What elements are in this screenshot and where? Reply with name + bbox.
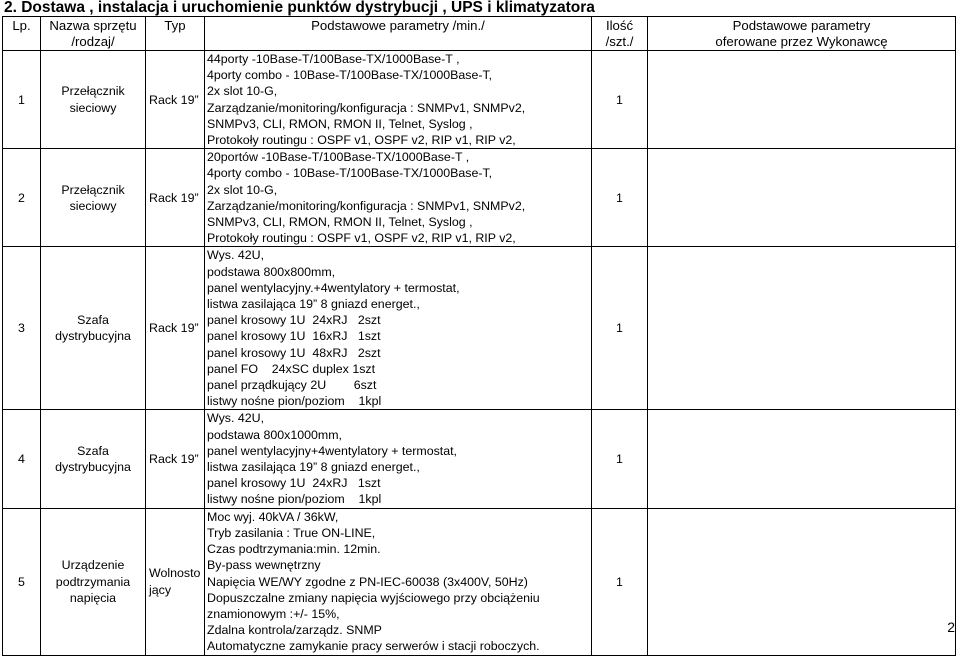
parameter-line: znamionowym :+/- 15%,	[207, 606, 340, 621]
equipment-name	[41, 149, 146, 247]
equipment-type-line: Wolnosto	[149, 566, 201, 581]
equipment-name	[41, 247, 146, 410]
parameter-line: Zarządzanie/monitoring/konfiguracja : SNMPv1, SNMPv2,	[207, 100, 526, 115]
parameter-line: Wys. 42U,	[207, 248, 265, 263]
row-number: 1	[3, 51, 41, 149]
equipment-type	[146, 410, 205, 508]
parameter-line: Zdalna kontrola/zarządz. SNMP	[207, 623, 382, 638]
equipment-type	[146, 247, 205, 410]
header-typ: Typ	[146, 17, 205, 51]
parameter-line: Czas podtrzymania:min. 12min.	[207, 542, 381, 557]
parameter-line: SNMPv3, CLI, RMON, RMON II, Telnet, Syslog ,	[207, 215, 473, 230]
parameter-line: panel prządkujący 2U 6szt	[207, 378, 377, 393]
section-heading: 2. Dostawa , instalacja i uruchomienie punktów dystrybucji , UPS i klimatyzatora	[4, 0, 595, 16]
header-offer	[648, 17, 956, 51]
parameter-line: panel FO 24xSC duplex 1szt	[207, 361, 376, 376]
equipment-name-line: dystrybucyjna	[55, 329, 131, 344]
parameter-line: panel wentylacyjny.+4wentylatory + termostat,	[207, 280, 460, 295]
quantity: 1	[592, 508, 648, 655]
parameter-line: listwa zasilająca 19” 8 gniazd energet.,	[207, 297, 420, 312]
header-row	[3, 17, 956, 51]
equipment-name-line: sieciowy	[69, 100, 117, 115]
quantity: 1	[592, 149, 648, 247]
equipment-name-line: Szafa	[77, 313, 109, 328]
header-qty	[592, 17, 648, 51]
parameter-line: panel krosowy 1U 24xRJ 2szt	[207, 313, 381, 328]
equipment-name-line: sieciowy	[69, 198, 117, 213]
parameter-line: listwy nośne pion/poziom 1kpl	[207, 394, 382, 409]
row-number: 2	[3, 149, 41, 247]
parameter-line: 44porty -10Base-T/100Base-TX/1000Base-T ,	[207, 52, 460, 66]
header-name	[41, 17, 146, 51]
table-row	[3, 247, 956, 410]
parameter-line: Automatyczne zamykanie pracy serwerów i stacji roboczych.	[207, 639, 540, 654]
parameter-line: 20portów -10Base-T/100Base-TX/1000Base-T ,	[207, 150, 470, 165]
equipment-type-line: Rack 19”	[149, 321, 199, 336]
equipment-name-line: napięcia	[69, 590, 117, 605]
equipment-parameters	[205, 508, 592, 655]
parameter-line: listwy nośne pion/poziom 1kpl	[207, 492, 382, 507]
offered-parameters	[648, 508, 956, 655]
header-offer-line: Podstawowe parametry	[732, 18, 871, 33]
equipment-name-line: Przełącznik	[61, 84, 125, 99]
row-number: 4	[3, 410, 41, 508]
parameter-line: podstawa 800x800mm,	[207, 264, 336, 279]
equipment-type	[146, 508, 205, 655]
parameter-line: 4porty combo - 10Base-T/100Base-TX/1000Base-T,	[207, 68, 493, 83]
row-number: 3	[3, 247, 41, 410]
header-name-line: /rodzaj/	[71, 34, 115, 49]
header-qty-line: /szt./	[605, 34, 634, 49]
equipment-table	[2, 16, 956, 656]
equipment-parameters	[205, 149, 592, 247]
parameter-line: panel krosowy 1U 16xRJ 1szt	[207, 329, 381, 344]
equipment-parameters	[205, 51, 592, 149]
parameter-line: 2x slot 10-G,	[207, 182, 278, 197]
equipment-name	[41, 51, 146, 149]
header-qty-line: Ilość	[605, 18, 634, 33]
equipment-name-line: Szafa	[77, 443, 109, 458]
equipment-parameters	[205, 247, 592, 410]
parameter-line: SNMPv3, CLI, RMON, RMON II, Telnet, Syslog ,	[207, 116, 473, 131]
equipment-name-line: dystrybucyjna	[55, 460, 131, 475]
quantity: 1	[592, 51, 648, 149]
header-params: Podstawowe parametry /min./	[205, 17, 592, 51]
header-name-line: Nazwa sprzętu	[49, 18, 137, 33]
table-row	[3, 508, 956, 655]
parameter-line: Napięcia WE/WY zgodne z PN-IEC-60038 (3x400V, 50Hz)	[207, 574, 528, 589]
page-number: 2	[947, 619, 955, 635]
equipment-type-line: jący	[149, 582, 172, 597]
quantity: 1	[592, 410, 648, 508]
parameter-line: panel krosowy 1U 24xRJ 1szt	[207, 476, 381, 491]
offered-parameters	[648, 149, 956, 247]
table-row	[3, 51, 956, 149]
offered-parameters	[648, 247, 956, 410]
equipment-name-line: Przełącznik	[61, 182, 125, 197]
parameter-line: Protokoły routingu : OSPF v1, OSPF v2, RIP v1, RIP v2,	[207, 133, 516, 148]
offered-parameters	[648, 410, 956, 508]
parameter-line: podstawa 800x1000mm,	[207, 427, 343, 442]
parameter-line: Wys. 42U,	[207, 411, 265, 426]
equipment-name-line: Urządzenie	[61, 558, 125, 573]
table-row	[3, 149, 956, 247]
offered-parameters	[648, 51, 956, 149]
equipment-type-line: Rack 19”	[149, 92, 199, 107]
parameter-line: Zarządzanie/monitoring/konfiguracja : SNMPv1, SNMPv2,	[207, 198, 526, 213]
equipment-type-line: Rack 19”	[149, 190, 199, 205]
parameter-line: 4porty combo - 10Base-T/100Base-TX/1000Base-T,	[207, 166, 493, 181]
parameter-line: By-pass wewnętrzny	[207, 558, 321, 573]
equipment-name	[41, 508, 146, 655]
quantity: 1	[592, 247, 648, 410]
parameter-line: 2x slot 10-G,	[207, 84, 278, 99]
equipment-type	[146, 149, 205, 247]
parameter-line: panel wentylacyjny+4wentylatory + termostat,	[207, 443, 458, 458]
parameter-line: panel krosowy 1U 48xRJ 2szt	[207, 345, 381, 360]
equipment-name	[41, 410, 146, 508]
table-row	[3, 410, 956, 508]
parameter-line: Moc wyj. 40kVA / 36kW,	[207, 509, 339, 524]
header-offer-line: oferowane przez Wykonawcę	[715, 34, 888, 49]
equipment-type-line: Rack 19”	[149, 451, 199, 466]
equipment-name-line: podtrzymania	[55, 574, 131, 589]
parameter-line: Protokoły routingu : OSPF v1, OSPF v2, RIP v1, RIP v2,	[207, 231, 516, 246]
row-number: 5	[3, 508, 41, 655]
header-lp: Lp.	[3, 17, 41, 51]
parameter-line: listwa zasilająca 19” 8 gniazd energet.,	[207, 460, 420, 475]
parameter-line: Dopuszczalne zmiany napięcia wyjściowego przy obciążeniu	[207, 590, 540, 605]
equipment-parameters	[205, 410, 592, 508]
parameter-line: Tryb zasilania : True ON-LINE,	[207, 525, 376, 540]
equipment-type	[146, 51, 205, 149]
